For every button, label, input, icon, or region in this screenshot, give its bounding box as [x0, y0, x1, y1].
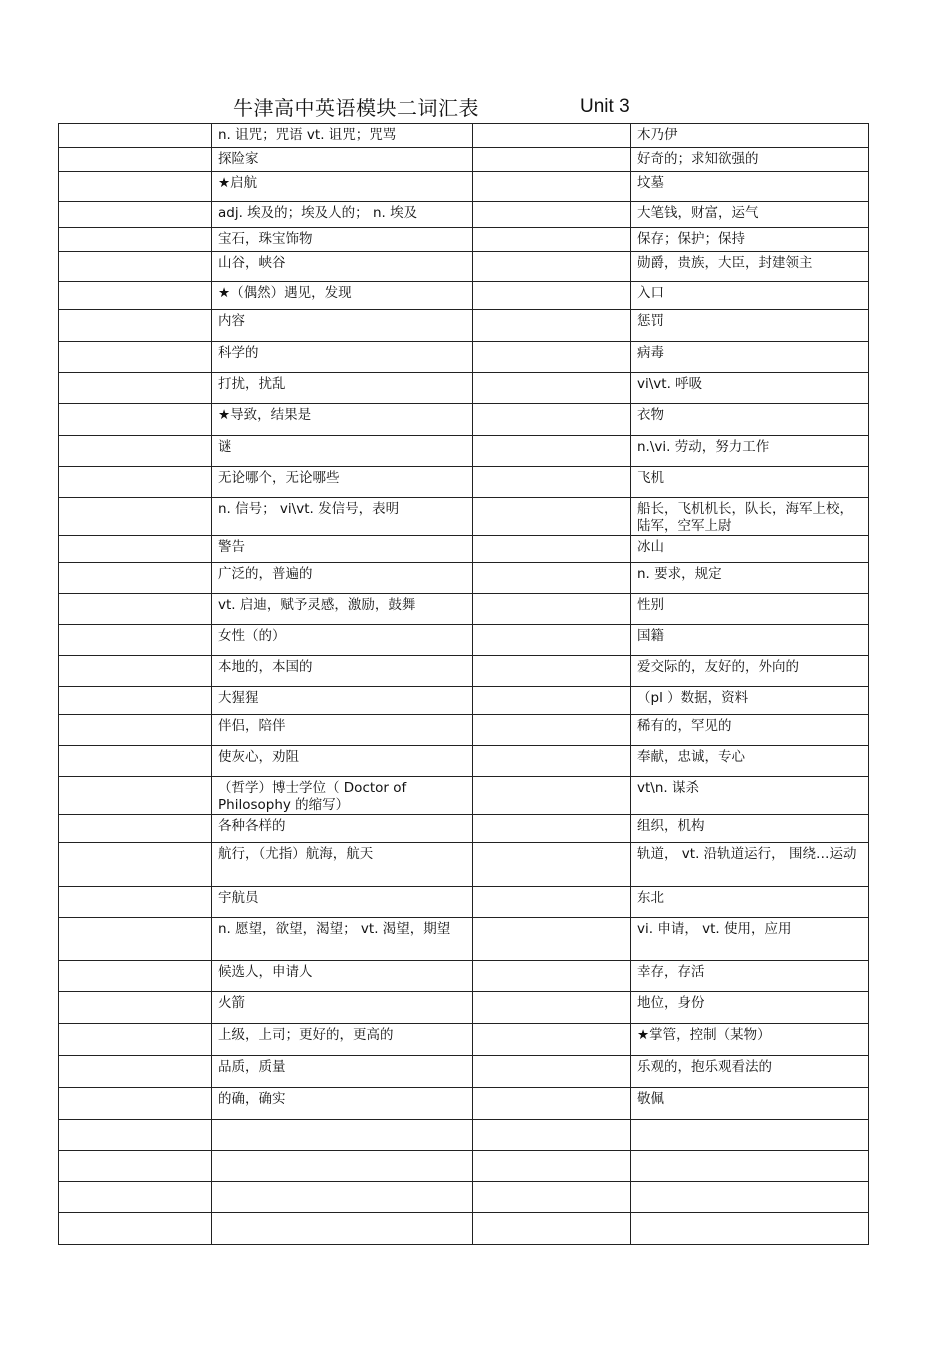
- english-word-cell[interactable]: [473, 777, 631, 815]
- english-word-cell[interactable]: [473, 746, 631, 777]
- chinese-meaning-cell: n. 愿望，欲望，渴望； vt. 渴望，期望: [212, 918, 473, 961]
- english-word-cell[interactable]: [59, 310, 212, 342]
- english-word-cell[interactable]: [59, 536, 212, 563]
- chinese-meaning-cell: n. 信号； vi\vt. 发信号，表明: [212, 498, 473, 536]
- chinese-meaning-cell: vt. 启迪，赋予灵感，激励，鼓舞: [212, 594, 473, 625]
- english-word-cell[interactable]: [473, 1151, 631, 1182]
- chinese-meaning-cell: 大笔钱，财富，运气: [631, 202, 869, 228]
- chinese-meaning-cell: n. 要求，规定: [631, 563, 869, 594]
- chinese-meaning-cell: [631, 1120, 869, 1151]
- table-row: [59, 961, 869, 992]
- table-row: [59, 1213, 869, 1245]
- english-word-cell[interactable]: [59, 282, 212, 310]
- chinese-meaning-cell: 坟墓: [631, 172, 869, 202]
- chinese-meaning-cell: 冰山: [631, 536, 869, 563]
- chinese-meaning-cell: 使灰心，劝阻: [212, 746, 473, 777]
- english-word-cell[interactable]: [473, 563, 631, 594]
- chinese-meaning-cell: ★掌管，控制（某物）: [631, 1024, 869, 1056]
- english-word-cell[interactable]: [59, 1120, 212, 1151]
- chinese-meaning-cell: [212, 1120, 473, 1151]
- english-word-cell[interactable]: [59, 1088, 212, 1120]
- chinese-meaning-cell: 好奇的；求知欲强的: [631, 148, 869, 172]
- english-word-cell[interactable]: [473, 1088, 631, 1120]
- english-word-cell[interactable]: [473, 961, 631, 992]
- page-header: [0, 92, 950, 122]
- chinese-meaning-cell: 的确，确实: [212, 1088, 473, 1120]
- chinese-meaning-cell: 奉献，忠诚，专心: [631, 746, 869, 777]
- english-word-cell[interactable]: [473, 536, 631, 563]
- chinese-meaning-cell: 探险家: [212, 148, 473, 172]
- table-row: [59, 843, 869, 887]
- chinese-meaning-cell: 警告: [212, 536, 473, 563]
- chinese-meaning-cell: [631, 1182, 869, 1213]
- chinese-meaning-cell: 东北: [631, 887, 869, 918]
- table-row: [59, 436, 869, 467]
- english-word-cell[interactable]: [473, 498, 631, 536]
- chinese-meaning-cell: 大猩猩: [212, 687, 473, 715]
- english-word-cell[interactable]: [59, 228, 212, 252]
- chinese-meaning-cell: 病毒: [631, 342, 869, 373]
- english-word-cell[interactable]: [473, 202, 631, 228]
- chinese-meaning-cell: [212, 1213, 473, 1245]
- chinese-meaning-cell: 上级，上司；更好的，更高的: [212, 1024, 473, 1056]
- english-word-cell[interactable]: [59, 148, 212, 172]
- table-row: [59, 625, 869, 656]
- chinese-meaning-cell: 组织，机构: [631, 815, 869, 843]
- english-word-cell[interactable]: [59, 594, 212, 625]
- english-word-cell[interactable]: [473, 715, 631, 746]
- table-row: [59, 594, 869, 625]
- table-row: [59, 124, 869, 148]
- english-word-cell[interactable]: [473, 918, 631, 961]
- chinese-meaning-cell: 船长，飞机机长，队长，海军上校，陆军，空军上尉: [631, 498, 869, 536]
- english-word-cell[interactable]: [59, 202, 212, 228]
- english-word-cell[interactable]: [59, 1024, 212, 1056]
- english-word-cell[interactable]: [59, 1182, 212, 1213]
- chinese-meaning-cell: 飞机: [631, 467, 869, 498]
- english-word-cell[interactable]: [473, 594, 631, 625]
- english-word-cell[interactable]: [473, 815, 631, 843]
- table-row: [59, 1056, 869, 1088]
- table-row: [59, 148, 869, 172]
- english-word-cell[interactable]: [473, 252, 631, 282]
- english-word-cell[interactable]: [59, 961, 212, 992]
- chinese-meaning-cell: 性别: [631, 594, 869, 625]
- english-word-cell[interactable]: [473, 887, 631, 918]
- chinese-meaning-cell: vi\vt. 呼吸: [631, 373, 869, 404]
- table-row: [59, 1088, 869, 1120]
- english-word-cell[interactable]: [59, 373, 212, 404]
- english-word-cell[interactable]: [59, 625, 212, 656]
- english-word-cell[interactable]: [59, 918, 212, 961]
- chinese-meaning-cell: 火箭: [212, 992, 473, 1024]
- chinese-meaning-cell: 内容: [212, 310, 473, 342]
- english-word-cell[interactable]: [59, 342, 212, 373]
- chinese-meaning-cell: 木乃伊: [631, 124, 869, 148]
- english-word-cell[interactable]: [59, 124, 212, 148]
- table-row: [59, 310, 869, 342]
- chinese-meaning-cell: [631, 1213, 869, 1245]
- chinese-meaning-cell: （哲学）博士学位（ Doctor of Philosophy 的缩写）: [212, 777, 473, 815]
- english-word-cell[interactable]: [473, 310, 631, 342]
- english-word-cell[interactable]: [473, 467, 631, 498]
- chinese-meaning-cell: 本地的，本国的: [212, 656, 473, 687]
- chinese-meaning-cell: 无论哪个，无论哪些: [212, 467, 473, 498]
- table-row: [59, 467, 869, 498]
- table-row: [59, 536, 869, 563]
- chinese-meaning-cell: （pl ）数据，资料: [631, 687, 869, 715]
- chinese-meaning-cell: n.\vi. 劳动，努力工作: [631, 436, 869, 467]
- english-word-cell[interactable]: [59, 563, 212, 594]
- english-word-cell[interactable]: [473, 124, 631, 148]
- english-word-cell[interactable]: [473, 172, 631, 202]
- chinese-meaning-cell: 稀有的，罕见的: [631, 715, 869, 746]
- table-row: [59, 715, 869, 746]
- table-row: [59, 1024, 869, 1056]
- vocabulary-table-body: [59, 124, 869, 1245]
- chinese-meaning-cell: 航行，（尤指）航海，航天: [212, 843, 473, 887]
- english-word-cell[interactable]: [473, 1213, 631, 1245]
- english-word-cell[interactable]: [473, 1120, 631, 1151]
- english-word-cell[interactable]: [59, 467, 212, 498]
- table-row: [59, 656, 869, 687]
- table-row: [59, 282, 869, 310]
- english-word-cell[interactable]: [59, 887, 212, 918]
- chinese-meaning-cell: 女性（的）: [212, 625, 473, 656]
- english-word-cell[interactable]: [473, 843, 631, 887]
- english-word-cell[interactable]: [473, 404, 631, 436]
- chinese-meaning-cell: [212, 1182, 473, 1213]
- table-row: [59, 252, 869, 282]
- english-word-cell[interactable]: [59, 656, 212, 687]
- chinese-meaning-cell: 衣物: [631, 404, 869, 436]
- table-row: [59, 202, 869, 228]
- english-word-cell[interactable]: [59, 498, 212, 536]
- english-word-cell[interactable]: [59, 436, 212, 467]
- chinese-meaning-cell: 爱交际的，友好的，外向的: [631, 656, 869, 687]
- table-row: [59, 815, 869, 843]
- english-word-cell[interactable]: [473, 1024, 631, 1056]
- vocabulary-table: [58, 123, 869, 1245]
- chinese-meaning-cell: vi. 申请， vt. 使用，应用: [631, 918, 869, 961]
- english-word-cell[interactable]: [473, 625, 631, 656]
- chinese-meaning-cell: 敬佩: [631, 1088, 869, 1120]
- chinese-meaning-cell: ★导致，结果是: [212, 404, 473, 436]
- chinese-meaning-cell: 轨道， vt. 沿轨道运行， 围绕…运动: [631, 843, 869, 887]
- chinese-meaning-cell: [631, 1151, 869, 1182]
- english-word-cell[interactable]: [59, 715, 212, 746]
- chinese-meaning-cell: [212, 1151, 473, 1182]
- chinese-meaning-cell: 广泛的，普遍的: [212, 563, 473, 594]
- english-word-cell[interactable]: [59, 1056, 212, 1088]
- table-row: [59, 777, 869, 815]
- chinese-meaning-cell: 候选人，申请人: [212, 961, 473, 992]
- english-word-cell[interactable]: [59, 843, 212, 887]
- chinese-meaning-cell: n. 诅咒；咒语 vt. 诅咒；咒骂: [212, 124, 473, 148]
- english-word-cell[interactable]: [59, 1213, 212, 1245]
- table-row: [59, 498, 869, 536]
- table-row: [59, 373, 869, 404]
- chinese-meaning-cell: 入口: [631, 282, 869, 310]
- chinese-meaning-cell: 品质，质量: [212, 1056, 473, 1088]
- chinese-meaning-cell: 国籍: [631, 625, 869, 656]
- english-word-cell[interactable]: [59, 992, 212, 1024]
- english-word-cell[interactable]: [473, 373, 631, 404]
- english-word-cell[interactable]: [473, 436, 631, 467]
- chinese-meaning-cell: 勋爵，贵族，大臣，封建领主: [631, 252, 869, 282]
- english-word-cell[interactable]: [59, 777, 212, 815]
- table-row: [59, 1151, 869, 1182]
- chinese-meaning-cell: 伴侣，陪伴: [212, 715, 473, 746]
- english-word-cell[interactable]: [473, 342, 631, 373]
- chinese-meaning-cell: 各种各样的: [212, 815, 473, 843]
- chinese-meaning-cell: ★（偶然）遇见，发现: [212, 282, 473, 310]
- page-title: 牛津高中英语模块二词汇表: [233, 96, 479, 120]
- table-row: [59, 342, 869, 373]
- table-row: [59, 404, 869, 436]
- table-row: [59, 563, 869, 594]
- english-word-cell[interactable]: [473, 1182, 631, 1213]
- chinese-meaning-cell: ★启航: [212, 172, 473, 202]
- table-row: [59, 918, 869, 961]
- english-word-cell[interactable]: [59, 687, 212, 715]
- chinese-meaning-cell: vt\n. 谋杀: [631, 777, 869, 815]
- table-row: [59, 172, 869, 202]
- english-word-cell[interactable]: [473, 687, 631, 715]
- chinese-meaning-cell: 宇航员: [212, 887, 473, 918]
- chinese-meaning-cell: adj. 埃及的；埃及人的； n. 埃及: [212, 202, 473, 228]
- english-word-cell[interactable]: [59, 746, 212, 777]
- english-word-cell[interactable]: [59, 815, 212, 843]
- chinese-meaning-cell: 惩罚: [631, 310, 869, 342]
- unit-label: Unit 3: [580, 96, 630, 117]
- english-word-cell[interactable]: [473, 148, 631, 172]
- table-row: [59, 746, 869, 777]
- chinese-meaning-cell: 地位，身份: [631, 992, 869, 1024]
- chinese-meaning-cell: 乐观的，抱乐观看法的: [631, 1056, 869, 1088]
- table-row: [59, 687, 869, 715]
- chinese-meaning-cell: 保存；保护；保持: [631, 228, 869, 252]
- english-word-cell[interactable]: [59, 404, 212, 436]
- chinese-meaning-cell: 幸存，存活: [631, 961, 869, 992]
- english-word-cell[interactable]: [59, 252, 212, 282]
- english-word-cell[interactable]: [473, 1056, 631, 1088]
- english-word-cell[interactable]: [473, 992, 631, 1024]
- chinese-meaning-cell: 打扰，扰乱: [212, 373, 473, 404]
- chinese-meaning-cell: 科学的: [212, 342, 473, 373]
- chinese-meaning-cell: 谜: [212, 436, 473, 467]
- english-word-cell[interactable]: [59, 172, 212, 202]
- english-word-cell[interactable]: [473, 656, 631, 687]
- chinese-meaning-cell: 宝石，珠宝饰物: [212, 228, 473, 252]
- table-row: [59, 1120, 869, 1151]
- english-word-cell[interactable]: [473, 228, 631, 252]
- english-word-cell[interactable]: [59, 1151, 212, 1182]
- table-row: [59, 887, 869, 918]
- english-word-cell[interactable]: [473, 282, 631, 310]
- table-row: [59, 1182, 869, 1213]
- table-row: [59, 992, 869, 1024]
- table-row: [59, 228, 869, 252]
- chinese-meaning-cell: 山谷，峡谷: [212, 252, 473, 282]
